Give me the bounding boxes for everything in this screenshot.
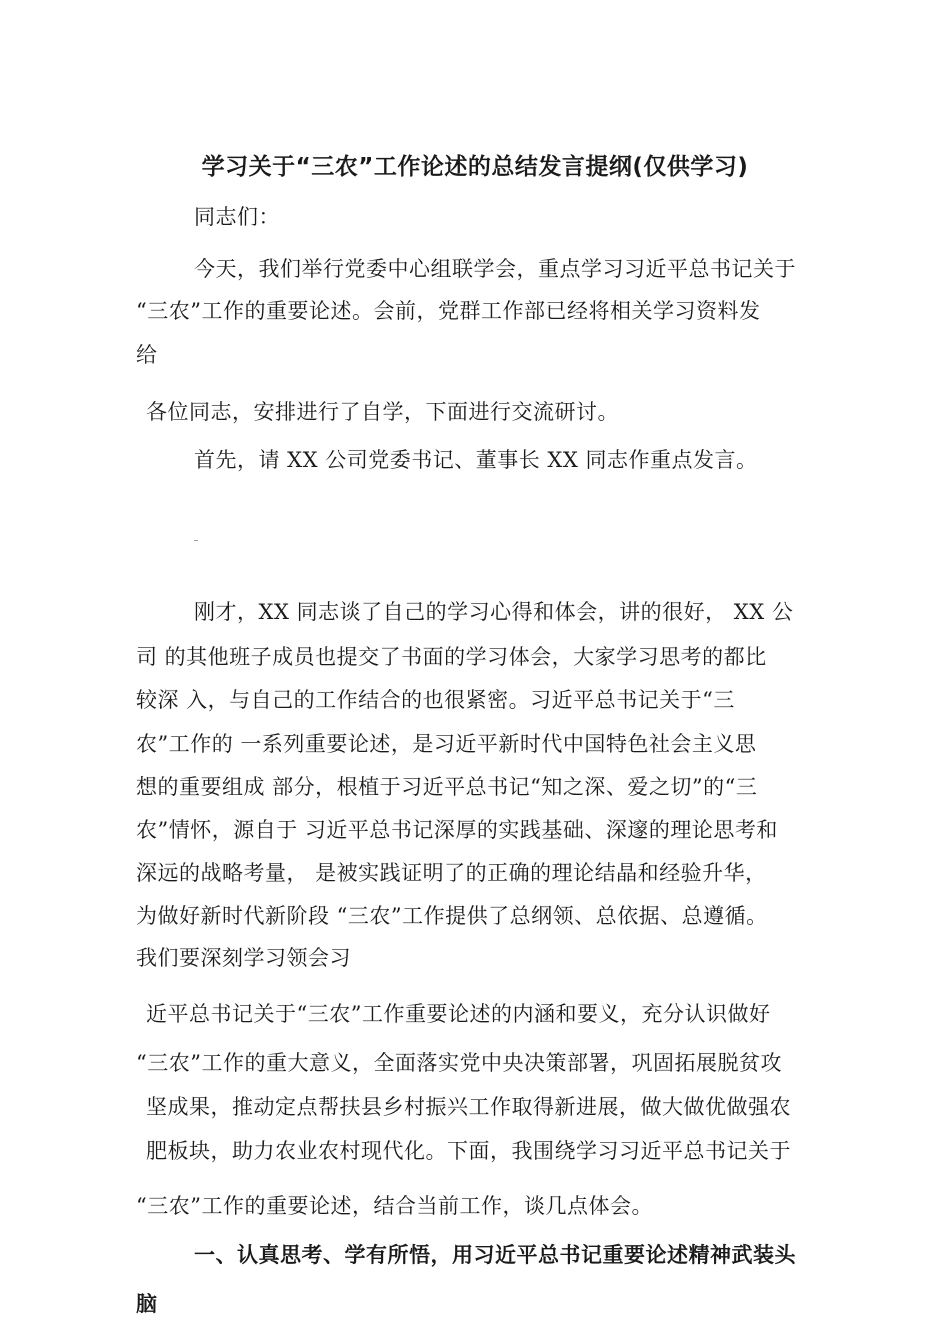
paragraph-line: 司 的其他班子成员也提交了书面的学习体会，大家学习思考的都比: [136, 645, 767, 669]
paragraph-line: 较深 入，与自己的工作结合的也很紧密。习近平总书记关于“三: [136, 688, 735, 712]
paragraph-line: 农”情怀，源自于 习近平总书记深厚的实践基础、深邃的理论思考和: [136, 818, 778, 842]
paragraph-line: 肥板块，助力农业农村现代化。下面，我围绕学习习近平总书记关于: [146, 1139, 791, 1163]
paragraph-line: 深远的战略考量， 是被实践证明了的正确的理论结晶和经验升华，: [136, 861, 767, 885]
paragraph-line: 想的重要组成 部分，根植于习近平总书记“知之深、爱之切”的“三: [136, 775, 758, 799]
paragraph-line: 今天，我们举行党委中心组联学会，重点学习习近平总书记关于: [194, 257, 796, 281]
paragraph-line: “三农”工作的重要论述，结合当前工作，谈几点体会。: [136, 1194, 653, 1218]
paragraph-line: 给: [136, 343, 158, 367]
paragraph-line: 刚才，XX 同志谈了自己的学习心得和体会，讲的很好， XX 公: [194, 600, 794, 624]
paragraph-line: “三农”工作的重大意义，全面落实党中央决策部署，巩固拓展脱贫攻: [136, 1051, 782, 1075]
stray-mark: [194, 540, 198, 541]
paragraph-line: 首先，请 XX 公司党委书记、董事长 XX 同志作重点发言。: [194, 448, 758, 472]
document-title: 学习关于“三农”工作论述的总结发言提纲(仅供学习): [201, 154, 749, 180]
paragraph-line: 农”工作的 一系列重要论述，是习近平新时代中国特色社会主义思: [136, 732, 757, 756]
paragraph-line: 近平总书记关于“三农”工作重要论述的内涵和要义，充分认识做好: [146, 1002, 771, 1026]
paragraph-line: 我们要深刻学习领会习: [136, 946, 351, 970]
paragraph-line: 各位同志，安排进行了自学，下面进行交流研讨。: [146, 400, 619, 424]
section-heading: 一、认真思考、学有所悟，用习近平总书记重要论述精神武装头: [194, 1243, 796, 1267]
paragraph-line: 坚成果，推动定点帮扶县乡村振兴工作取得新进展，做大做优做强农: [146, 1095, 791, 1119]
paragraph-line: “三农”工作的重要论述。会前，党群工作部已经将相关学习资料发: [136, 299, 761, 323]
paragraph-line: 为做好新时代新阶段 “三农”工作提供了总纲领、总依据、总遵循。: [136, 904, 768, 928]
salutation-line: 同志们：: [194, 205, 280, 229]
section-heading-continued: 脑: [136, 1292, 158, 1316]
